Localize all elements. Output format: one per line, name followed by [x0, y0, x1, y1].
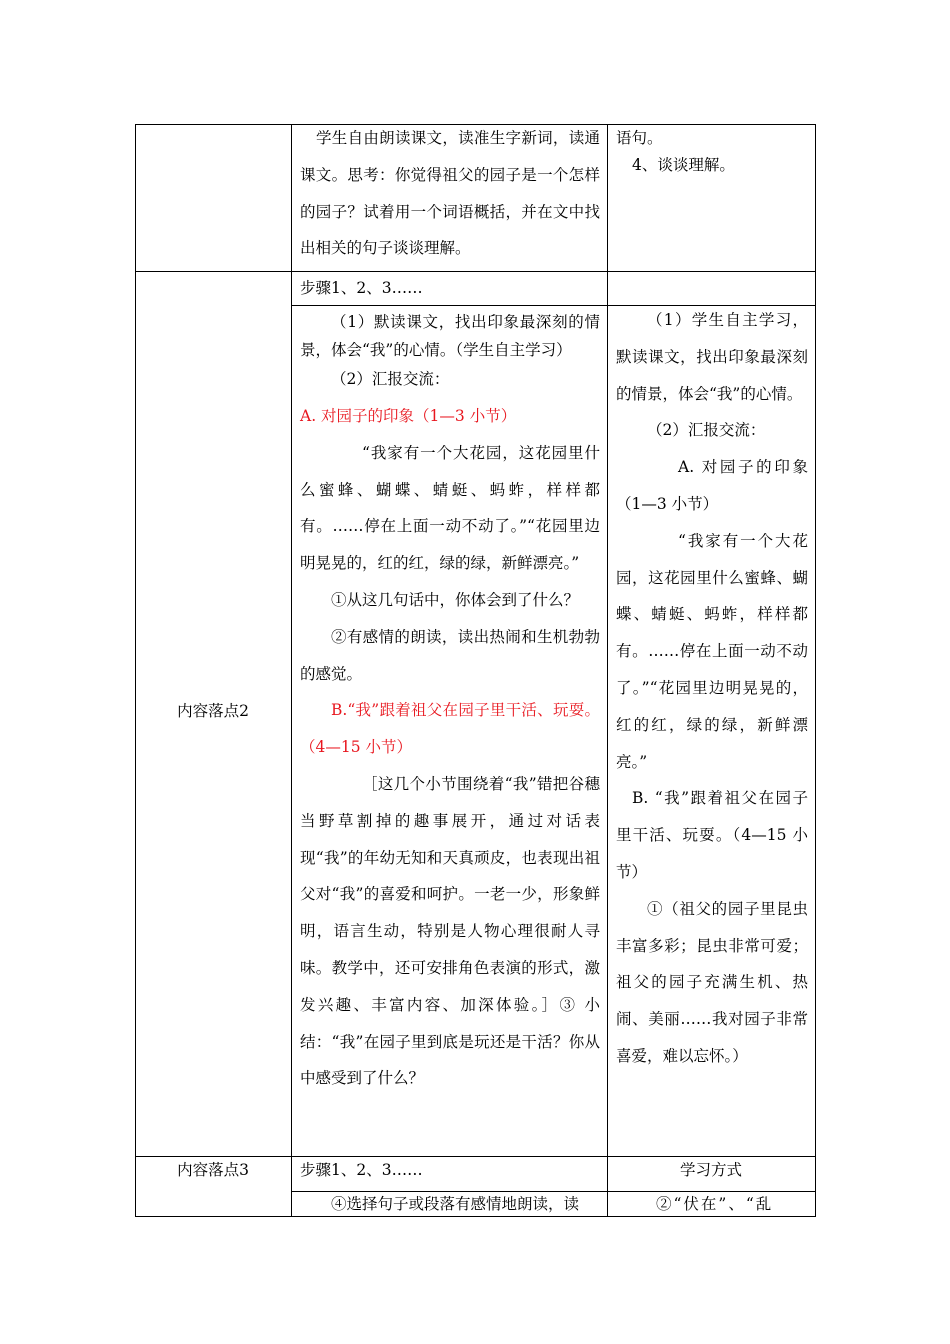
table-border-col1: [291, 124, 292, 1217]
row2-steps: 步骤1、2、3……: [300, 279, 423, 297]
row1-middle-cell: [300, 120, 600, 267]
row2-mid-quote: “我家有一个大花园，这花园里什么蜜蜂、蝴蝶、蜻蜓、蚂蚱，样样都有。……停在上面一动不动了。”“花园里边明晃晃的，红的红，绿的绿，新鲜漂亮。”: [300, 443, 600, 573]
row2-middle-cell: [300, 308, 600, 1097]
row2-mid-note: ［这几个小节围绕着“我”错把谷穗当野草割掉的趣事展开，通过对话表现“我”的年幼无知和天真顽皮，也表现出祖父对“我”的喜爱和呵护。一老一少，形象鲜明，语言生动，特别是人物心理很耐人寻味。教学中，还可安排角色表演的形式，激发兴趣、丰富内容、加深体验。］③ 小结：“我”在园子里到底是玩还是干活？你从中感受到了什么？: [300, 774, 600, 1088]
row1-right-line1: 语句。: [616, 129, 663, 147]
row2-label: 内容落点2: [177, 702, 249, 720]
row1-middle-text: 学生自由朗读课文，读准生字新词，读通课文。思考：你觉得祖父的园子是一个怎样的园子？试着用一个词语概括，并在文中找出相关的句子谈谈理解。: [300, 129, 600, 258]
table-border-right: [815, 124, 816, 1217]
row3-steps: 步骤1、2、3……: [300, 1161, 423, 1179]
row3-label: 内容落点3: [177, 1161, 249, 1179]
row2-mid-a-heading: A. 对园子的印象（1—3 小节）: [300, 407, 517, 425]
row2-right-p1: （1）学生自主学习，默读课文，找出印象最深刻的情景，体会“我”的心情。: [616, 311, 808, 403]
row1-right-cell: [616, 120, 808, 184]
row2-right-b: B. “我”跟着祖父在园子里干活、玩耍。（4—15 小节）: [616, 789, 808, 881]
row2-mid-q2: ②有感情的朗读，读出热闹和生机勃勃的感觉。: [300, 627, 600, 683]
row2-right-c1: ①（祖父的园子里昆虫丰富多彩；昆虫非常可爱；祖父的园子充满生机、热闹、美丽……我对园子非常喜爱，难以忘怀。）: [616, 899, 808, 1065]
row2-mid-q1: ①从这几句话中，你体会到了什么？: [331, 590, 580, 609]
row2-right-cell: [616, 302, 808, 1075]
row3-learning-method: 学习方式: [679, 1161, 742, 1179]
row2-mid-b-heading: B.“我”跟着祖父在园子里干活、玩耍。（4—15 小节）: [300, 701, 600, 757]
row1-right-line2: 4、谈谈理解。: [632, 155, 735, 174]
row2-right-quote: “我家有一个大花园，这花园里什么蜜蜂、蝴蝶、蜻蜓、蚂蚱，样样都有。……停在上面一动不动了。”“花园里边明晃晃的，红的红，绿的绿，新鲜漂亮。”: [616, 531, 808, 771]
row2-mid-p1: （1）默读课文，找出印象最深刻的情景，体会“我”的心情。（学生自主学习）: [300, 313, 600, 359]
row2-mid-p2: （2）汇报交流：: [331, 370, 450, 388]
table-border-col2: [607, 124, 608, 1217]
row3-middle-text: ④选择句子或段落有感情地朗读，读: [331, 1195, 580, 1213]
table-border-bottom: [135, 1216, 816, 1217]
row2-right-p2: （2）汇报交流：: [647, 421, 766, 440]
row3-right-text: ②“伏在”、“乱: [656, 1195, 774, 1213]
table-border-left: [135, 124, 136, 1217]
row2-right-a: A. 对园子的印象（1—3 小节）: [616, 458, 808, 513]
